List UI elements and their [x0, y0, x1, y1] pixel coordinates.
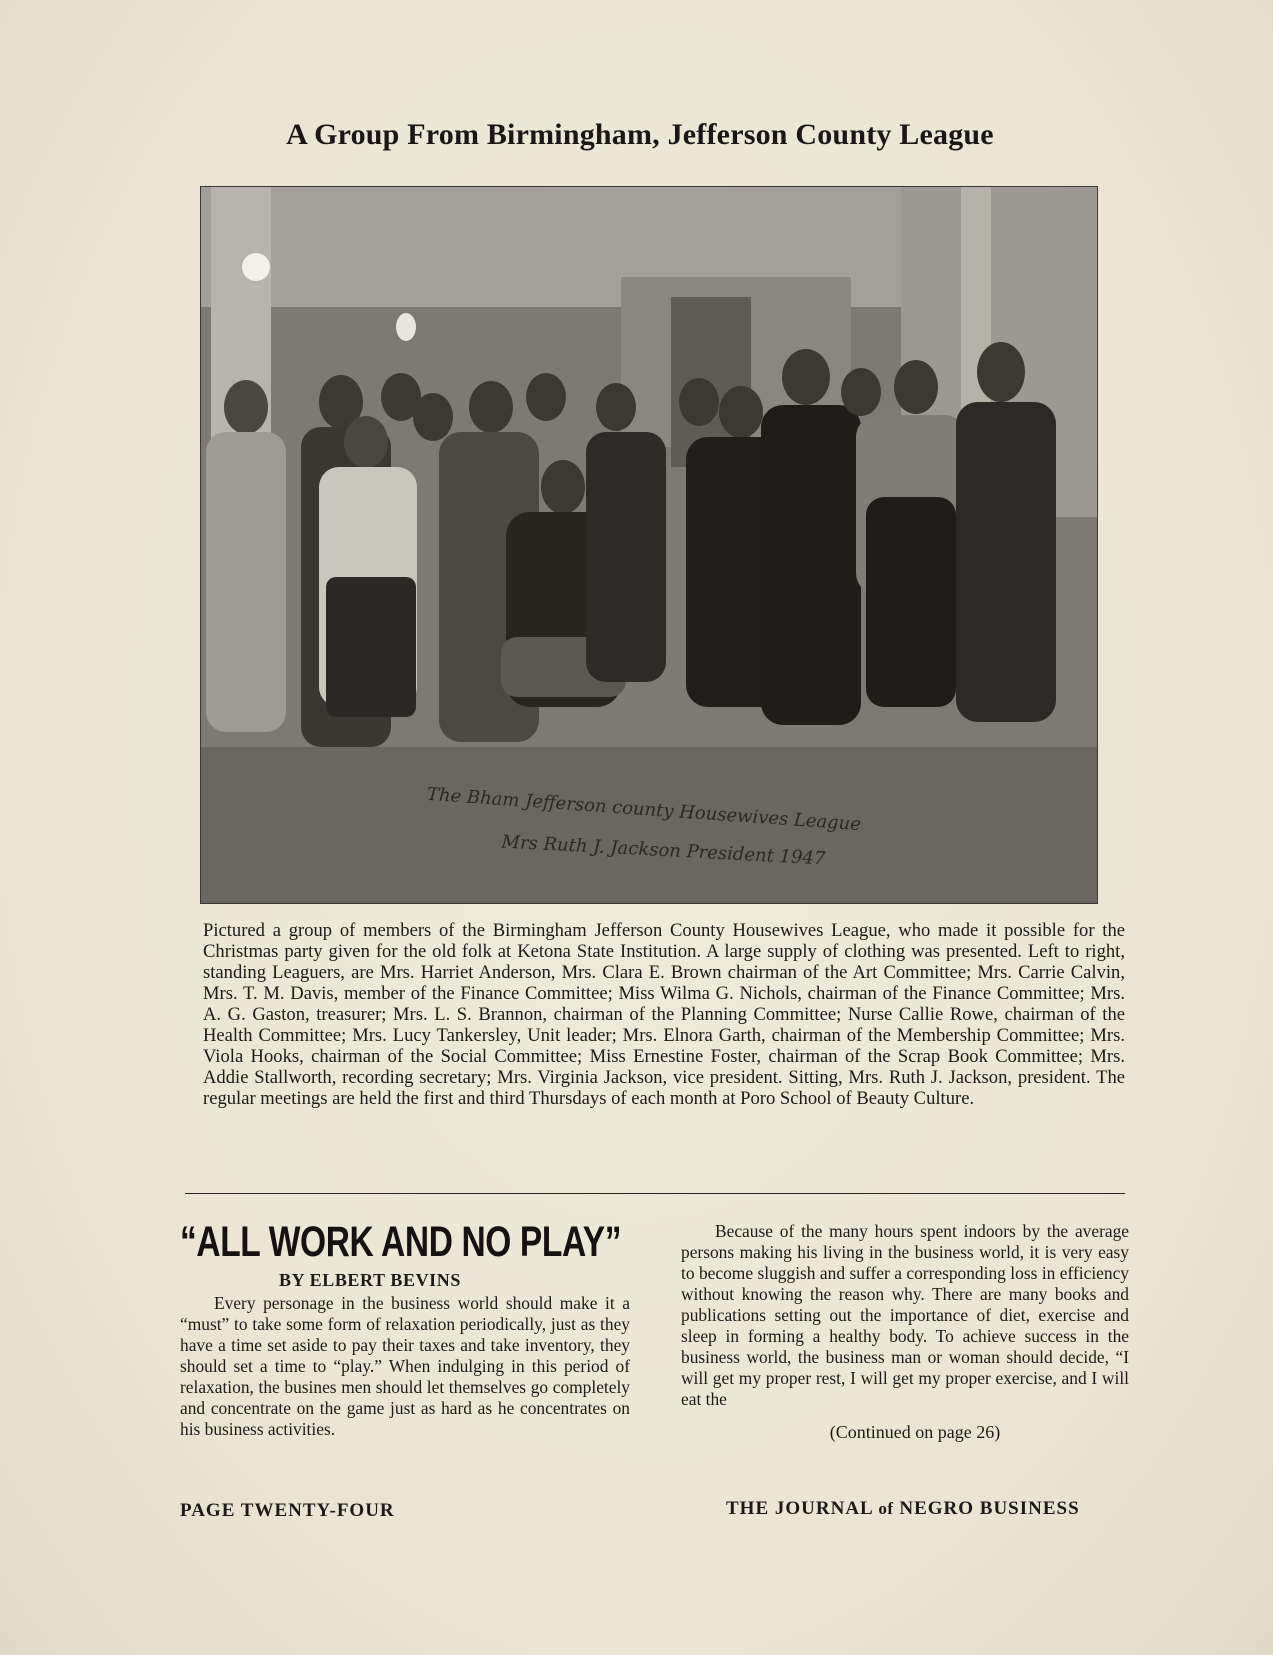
- section-divider: [185, 1193, 1125, 1194]
- page-number: PAGE TWENTY-FOUR: [180, 1500, 395, 1521]
- article-left-column: [180, 1218, 630, 1440]
- journal-name: [726, 1498, 1080, 1520]
- article-byline: BY ELBERT BEVINS: [278, 1270, 462, 1290]
- article-title: “ALL WORK AND NO PLAY”: [180, 1218, 622, 1266]
- photo-inscription-line2: Mrs Ruth J. Jackson President 1947: [501, 831, 826, 870]
- article-right-column: [681, 1221, 1129, 1443]
- journal-name-part2: NEGRO BUSINESS: [899, 1498, 1080, 1519]
- article-body-right: Because of the many hours spent indoors by the average persons making his living in the business world, it is very easy to become sluggish and suffer a corresponding loss in efficiency without knowing the reason why. There are many books and publications setting out the importance of diet, exercise and sleep in forming a healthy body. To achieve success in the business world, the business man or woman should decide, “I will get my proper rest, I will get my proper exercise, and I will eat the: [681, 1221, 1129, 1409]
- journal-name-part1: THE JOURNAL: [726, 1498, 873, 1519]
- article-body-left: Every personage in the business world should make it a “must” to take some form of relaxation periodically, just as they have a time set aside to pay their taxes and take inventory, they should set a time to “play.” When indulging in this period of relaxation, the busines men should let themselves go completely and concentrate on the game just as hard as he concentrates on his business activities.: [180, 1293, 630, 1439]
- journal-name-of: of: [878, 1499, 894, 1518]
- group-photograph: [200, 186, 1098, 904]
- continued-note: (Continued on page 26): [829, 1422, 1001, 1442]
- page-headline: A Group From Birmingham, Jefferson County League: [286, 118, 994, 151]
- photo-illustration: [201, 187, 1097, 903]
- photo-inscription-line1: The Bham Jefferson county Housewives League: [426, 783, 862, 836]
- photo-caption: Pictured a group of members of the Birmingham Jefferson County Housewives League, who made it possible for the Christmas party given for the old folk at Ketona State Institution. A large supply of clothing was presented. Left to right, standing Leaguers, are Mrs. Harriet Anderson, Mrs. Clara E. Brown chairman of the Art Committee; Mrs. Carrie Calvin, Mrs. T. M. Davis, member of the Finance Committee; Miss Wilma G. Nichols, chairman of the Finance Committee; Mrs. A. G. Gaston, treasurer; Mrs. L. S. Brannon, chairman of the Planning Committee; Nurse Callie Rowe, chairman of the Health Committee; Mrs. Lucy Tankersley, Unit leader; Mrs. Elnora Garth, chairman of the Membership Committee; Mrs. Viola Hooks, chairman of the Social Committee; Miss Ernestine Foster, chairman of the Scrap Book Committee; Mrs. Addie Stallworth, recording secretary; Mrs. Virginia Jackson, vice president. Sitting, Mrs. Ruth J. Jackson, president. The regular meetings are held the first and third Thursdays of each month at Poro School of Beauty Culture.: [203, 920, 1125, 1109]
